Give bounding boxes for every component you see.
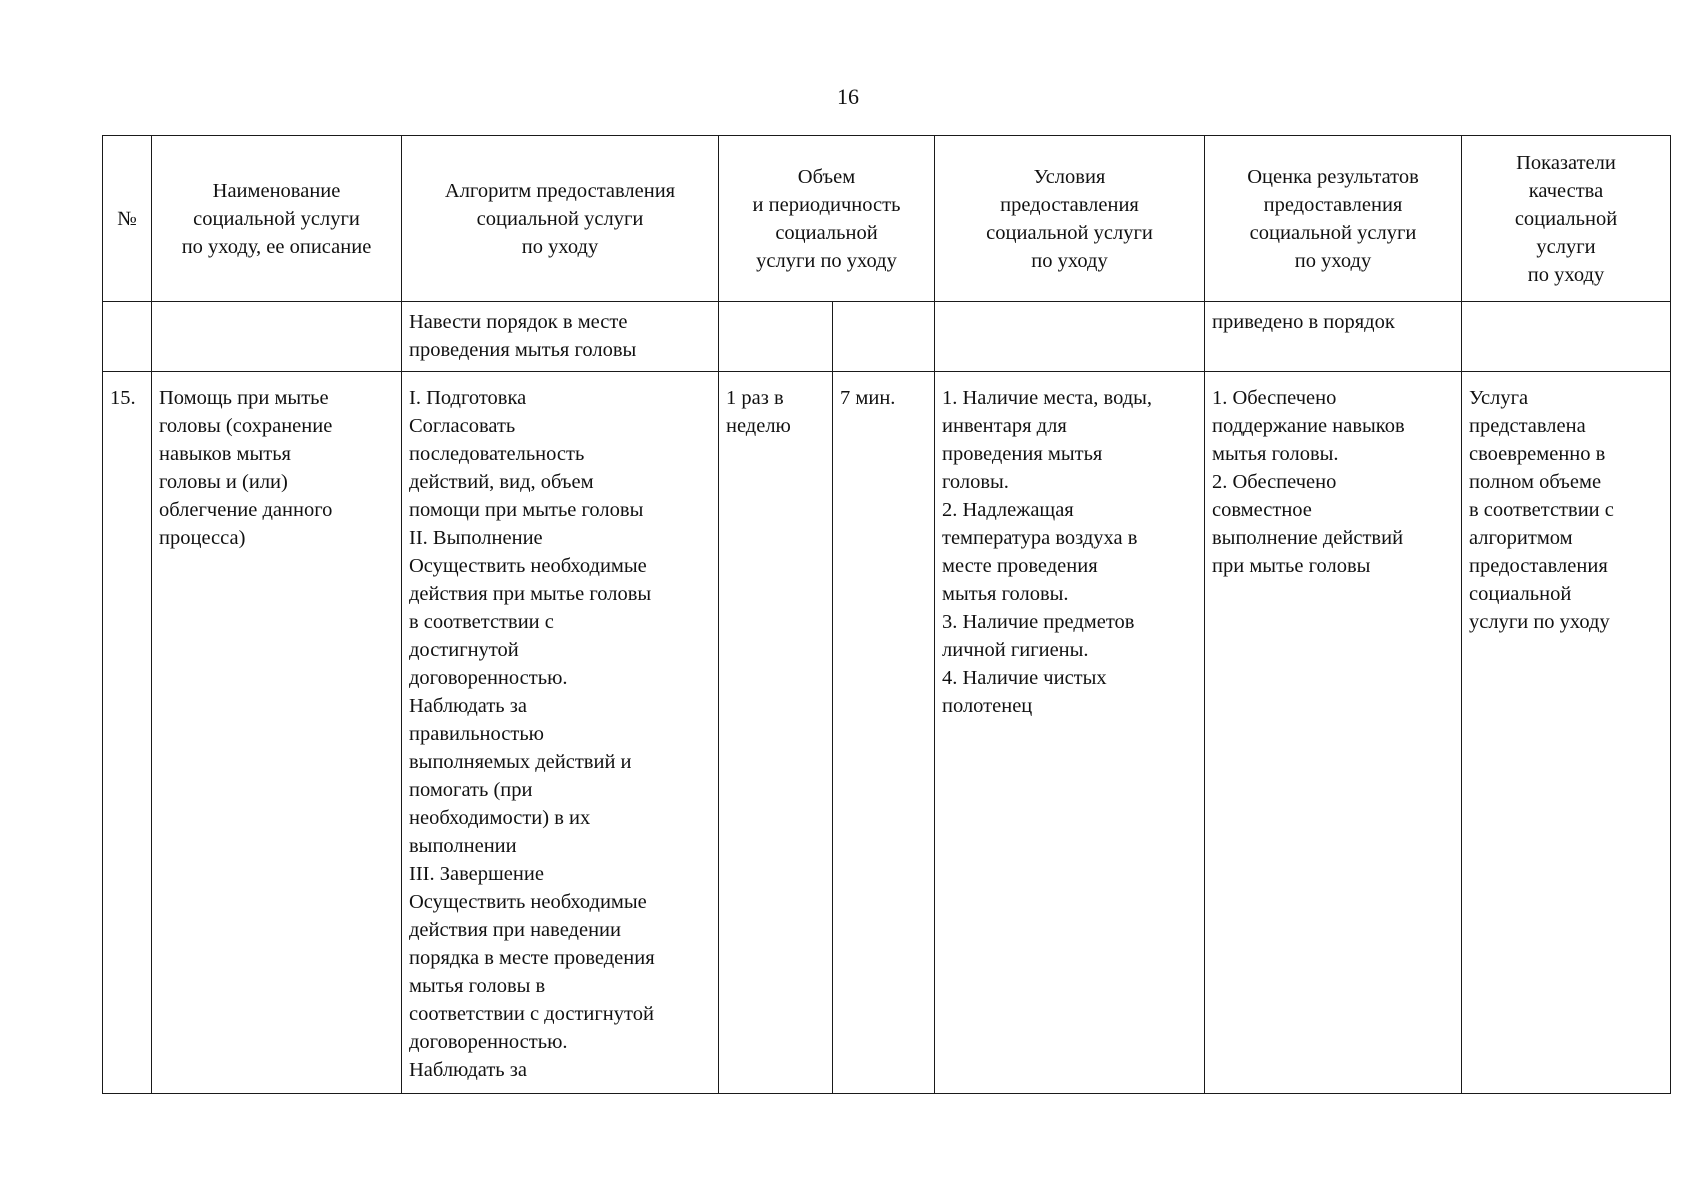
cell-conditions: 1. Наличие места, воды, инвентаря для проведения мытья головы. 2. Надлежащая температура воздуха в месте проведения мытья головы. 3. Наличие предметов личной гигиены. 4. Наличие чистых полотенец [935,372,1205,1094]
table-header-row [103,136,1671,302]
cell-quality [1462,302,1671,372]
cell-number [103,302,152,372]
header-conditions: Условия предоставления социальной услуги по уходу [935,136,1205,302]
header-volume-periodicity: Объем и периодичность социальной услуги по уходу [719,136,935,302]
header-evaluation: Оценка результатов предоставления социальной услуги по уходу [1205,136,1462,302]
page-number: 16 [837,84,859,109]
cell-periodicity [719,302,833,372]
cell-periodicity: 1 раз в неделю [719,372,833,1094]
header-quality-indicators: Показатели качества социальной услуги по уходу [1462,136,1671,302]
cell-algorithm: I. Подготовка Согласовать последовательность действий, вид, объем помощи при мытье головы II. Выполнение Осуществить необходимые действия при мытье головы в соответствии с достигнутой договоренностью. Наблюдать за правильностью выполняемых действий и помогать (при необходимости) в их выполнении III. Завершение Осуществить необходимые действия при наведении порядка в месте проведения мытья головы в соответствии с достигнутой договоренностью. Наблюдать за [402,372,719,1094]
header-service-name: Наименование социальной услуги по уходу, ее описание [152,136,402,302]
header-number: № [103,136,152,302]
cell-service-name: Помощь при мытье головы (сохранение навыков мытья головы и (или) облегчение данного процесса) [152,372,402,1094]
cell-quality: Услуга представлена своевременно в полном объеме в соответствии с алгоритмом предоставления социальной услуги по уходу [1462,372,1671,1094]
cell-evaluation: приведено в порядок [1205,302,1462,372]
cell-number: 15. [103,372,152,1094]
cell-conditions [935,302,1205,372]
social-care-services-table [102,135,1671,1094]
header-algorithm: Алгоритм предоставления социальной услуги по уходу [402,136,719,302]
cell-duration [833,302,935,372]
cell-algorithm: Навести порядок в месте проведения мытья головы [402,302,719,372]
table-row-15 [103,372,1671,1094]
cell-service-name [152,302,402,372]
table-row-continuation [103,302,1671,372]
cell-duration: 7 мин. [833,372,935,1094]
cell-evaluation: 1. Обеспечено поддержание навыков мытья головы. 2. Обеспечено совместное выполнение действий при мытье головы [1205,372,1462,1094]
